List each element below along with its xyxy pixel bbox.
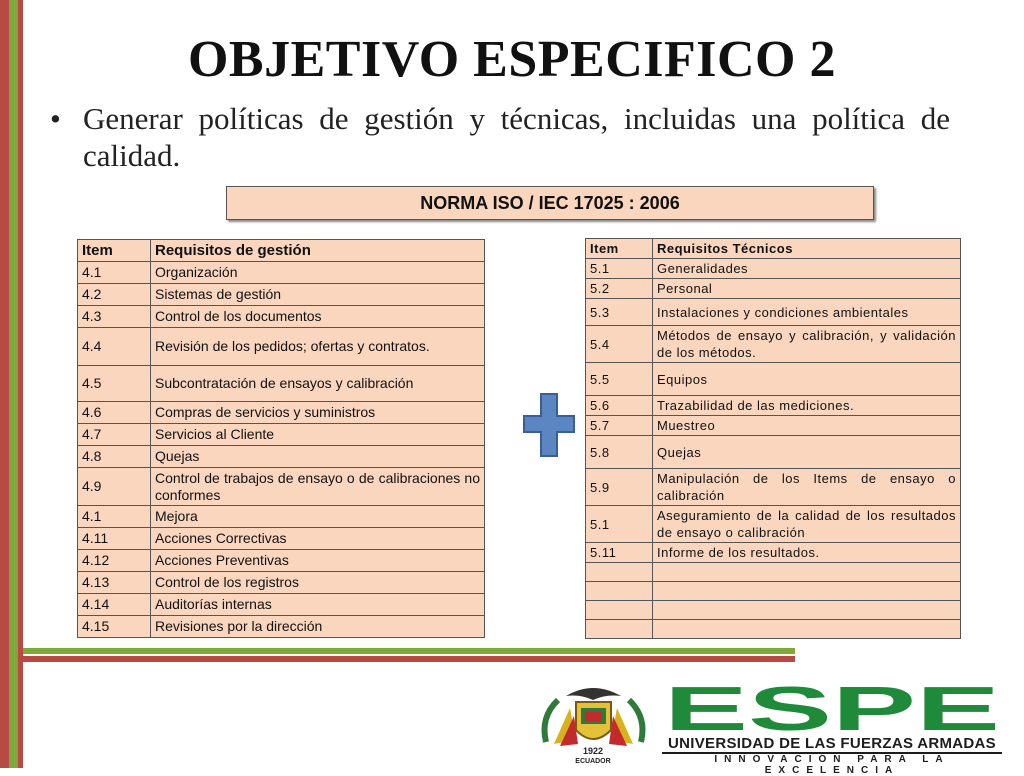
requisito-cell: Aseguramiento de la calidad de los resultados de ensayo o calibración: [653, 506, 961, 543]
table-row: [78, 528, 485, 550]
table-row: [586, 396, 961, 416]
table-row: [586, 363, 961, 396]
table-row: [586, 582, 961, 601]
table-row: [78, 572, 485, 594]
requisito-cell: Quejas: [151, 446, 485, 468]
item-cell: [586, 563, 653, 582]
table-row: [586, 469, 961, 506]
norma-header: NORMA ISO / IEC 17025 : 2006: [226, 186, 874, 220]
item-cell: 4.4: [78, 328, 151, 366]
table-header-row: [78, 240, 485, 262]
item-cell: 5.1: [586, 506, 653, 543]
requisito-cell: Acciones Preventivas: [151, 550, 485, 572]
seal-country: ECUADOR: [575, 758, 611, 764]
table-row: [78, 306, 485, 328]
item-cell: 5.8: [586, 436, 653, 469]
requisito-cell: [653, 620, 961, 639]
table-row: [78, 616, 485, 638]
table-row: [78, 446, 485, 468]
requisito-cell: Compras de servicios y suministros: [151, 402, 485, 424]
item-cell: 4.1: [78, 506, 151, 528]
table-row: [586, 416, 961, 436]
item-cell: 5.5: [586, 363, 653, 396]
table-row: [586, 299, 961, 326]
item-cell: 5.2: [586, 279, 653, 299]
header-item: Item: [586, 239, 653, 259]
espe-name: ESPE: [664, 682, 1000, 734]
item-cell: 4.11: [78, 528, 151, 550]
item-cell: 4.3: [78, 306, 151, 328]
requisito-cell: Trazabilidad de las mediciones.: [653, 396, 961, 416]
bullet-text: Generar políticas de gestión y técnicas, incluidas una política de calidad.: [83, 101, 950, 173]
requisito-cell: Métodos de ensayo y calibración, y validación de los métodos.: [653, 326, 961, 363]
espe-seal-logo: [536, 682, 651, 764]
table-row: [78, 550, 485, 572]
bottom-red-bar: [23, 656, 795, 662]
requisito-cell: Acciones Correctivas: [151, 528, 485, 550]
gestion-table: [77, 239, 485, 638]
requisito-cell: [653, 582, 961, 601]
requisito-cell: Control de los documentos: [151, 306, 485, 328]
requisito-cell: Control de los registros: [151, 572, 485, 594]
plus-icon: [522, 392, 576, 458]
university-motto: INNOVACIÓN PARA LA EXCELENCIA: [714, 754, 950, 776]
requisito-cell: Informe de los resultados.: [653, 543, 961, 563]
requisito-cell: Manipulación de los Items de ensayo o calibración: [653, 469, 961, 506]
header-requisitos: Requisitos Técnicos: [653, 239, 961, 259]
requisito-cell: Sistemas de gestión: [151, 284, 485, 306]
left-red-bar: [0, 0, 9, 768]
item-cell: 4.6: [78, 402, 151, 424]
item-cell: [586, 582, 653, 601]
table-row: [78, 262, 485, 284]
item-cell: 4.2: [78, 284, 151, 306]
table-row: [78, 328, 485, 366]
table-row: [586, 563, 961, 582]
tecnicos-table: [585, 238, 961, 639]
requisito-cell: Instalaciones y condiciones ambientales: [653, 299, 961, 326]
header-requisitos: Requisitos de gestión: [151, 240, 485, 262]
table-row: [78, 366, 485, 402]
table-row: [586, 543, 961, 563]
requisito-cell: [653, 601, 961, 620]
requisito-cell: Mejora: [151, 506, 485, 528]
requisito-cell: Muestreo: [653, 416, 961, 436]
item-cell: 5.7: [586, 416, 653, 436]
table-row: [78, 284, 485, 306]
item-cell: 5.4: [586, 326, 653, 363]
table-row: [78, 506, 485, 528]
bottom-green-bar: [23, 648, 795, 654]
table-header-row: [586, 239, 961, 259]
item-cell: [586, 601, 653, 620]
left-green-bar: [9, 0, 18, 768]
table-row: [78, 424, 485, 446]
requisito-cell: Subcontratación de ensayos y calibración: [151, 366, 485, 402]
item-cell: 4.15: [78, 616, 151, 638]
item-cell: 5.6: [586, 396, 653, 416]
item-cell: 4.13: [78, 572, 151, 594]
requisito-cell: [653, 563, 961, 582]
requisito-cell: Equipos: [653, 363, 961, 396]
requisito-cell: Generalidades: [653, 259, 961, 279]
requisito-cell: Quejas: [653, 436, 961, 469]
slide-title: OBJETIVO ESPECIFICO 2: [187, 31, 837, 88]
table-row: [586, 506, 961, 543]
table-row: [586, 620, 961, 639]
item-cell: 4.5: [78, 366, 151, 402]
table-row: [586, 279, 961, 299]
item-cell: 4.8: [78, 446, 151, 468]
item-cell: 5.9: [586, 469, 653, 506]
requisito-cell: Servicios al Cliente: [151, 424, 485, 446]
item-cell: [586, 620, 653, 639]
item-cell: 5.1: [586, 259, 653, 279]
requisito-cell: Revisión de los pedidos; ofertas y contratos.: [151, 328, 485, 366]
item-cell: 5.11: [586, 543, 653, 563]
table-row: [586, 259, 961, 279]
seal-year: 1922: [582, 746, 604, 756]
requisito-cell: Organización: [151, 262, 485, 284]
espe-wordmark: [662, 682, 1002, 734]
university-name: UNIVERSIDAD DE LAS FUERZAS ARMADAS: [668, 735, 996, 752]
requisito-cell: Control de trabajos de ensayo o de calibraciones no conformes: [151, 468, 485, 506]
requisito-cell: Revisiones por la dirección: [151, 616, 485, 638]
item-cell: 4.7: [78, 424, 151, 446]
item-cell: 5.3: [586, 299, 653, 326]
table-row: [78, 594, 485, 616]
bullet-icon: •: [50, 101, 61, 136]
table-row: [586, 436, 961, 469]
espe-brand: [662, 682, 1002, 776]
item-cell: 4.12: [78, 550, 151, 572]
item-cell: 4.9: [78, 468, 151, 506]
item-cell: 4.1: [78, 262, 151, 284]
item-cell: 4.14: [78, 594, 151, 616]
table-row: [586, 601, 961, 620]
requisito-cell: Auditorías internas: [151, 594, 485, 616]
table-row: [78, 402, 485, 424]
requisito-cell: Personal: [653, 279, 961, 299]
table-row: [586, 326, 961, 363]
header-item: Item: [78, 240, 151, 262]
table-row: [78, 468, 485, 506]
